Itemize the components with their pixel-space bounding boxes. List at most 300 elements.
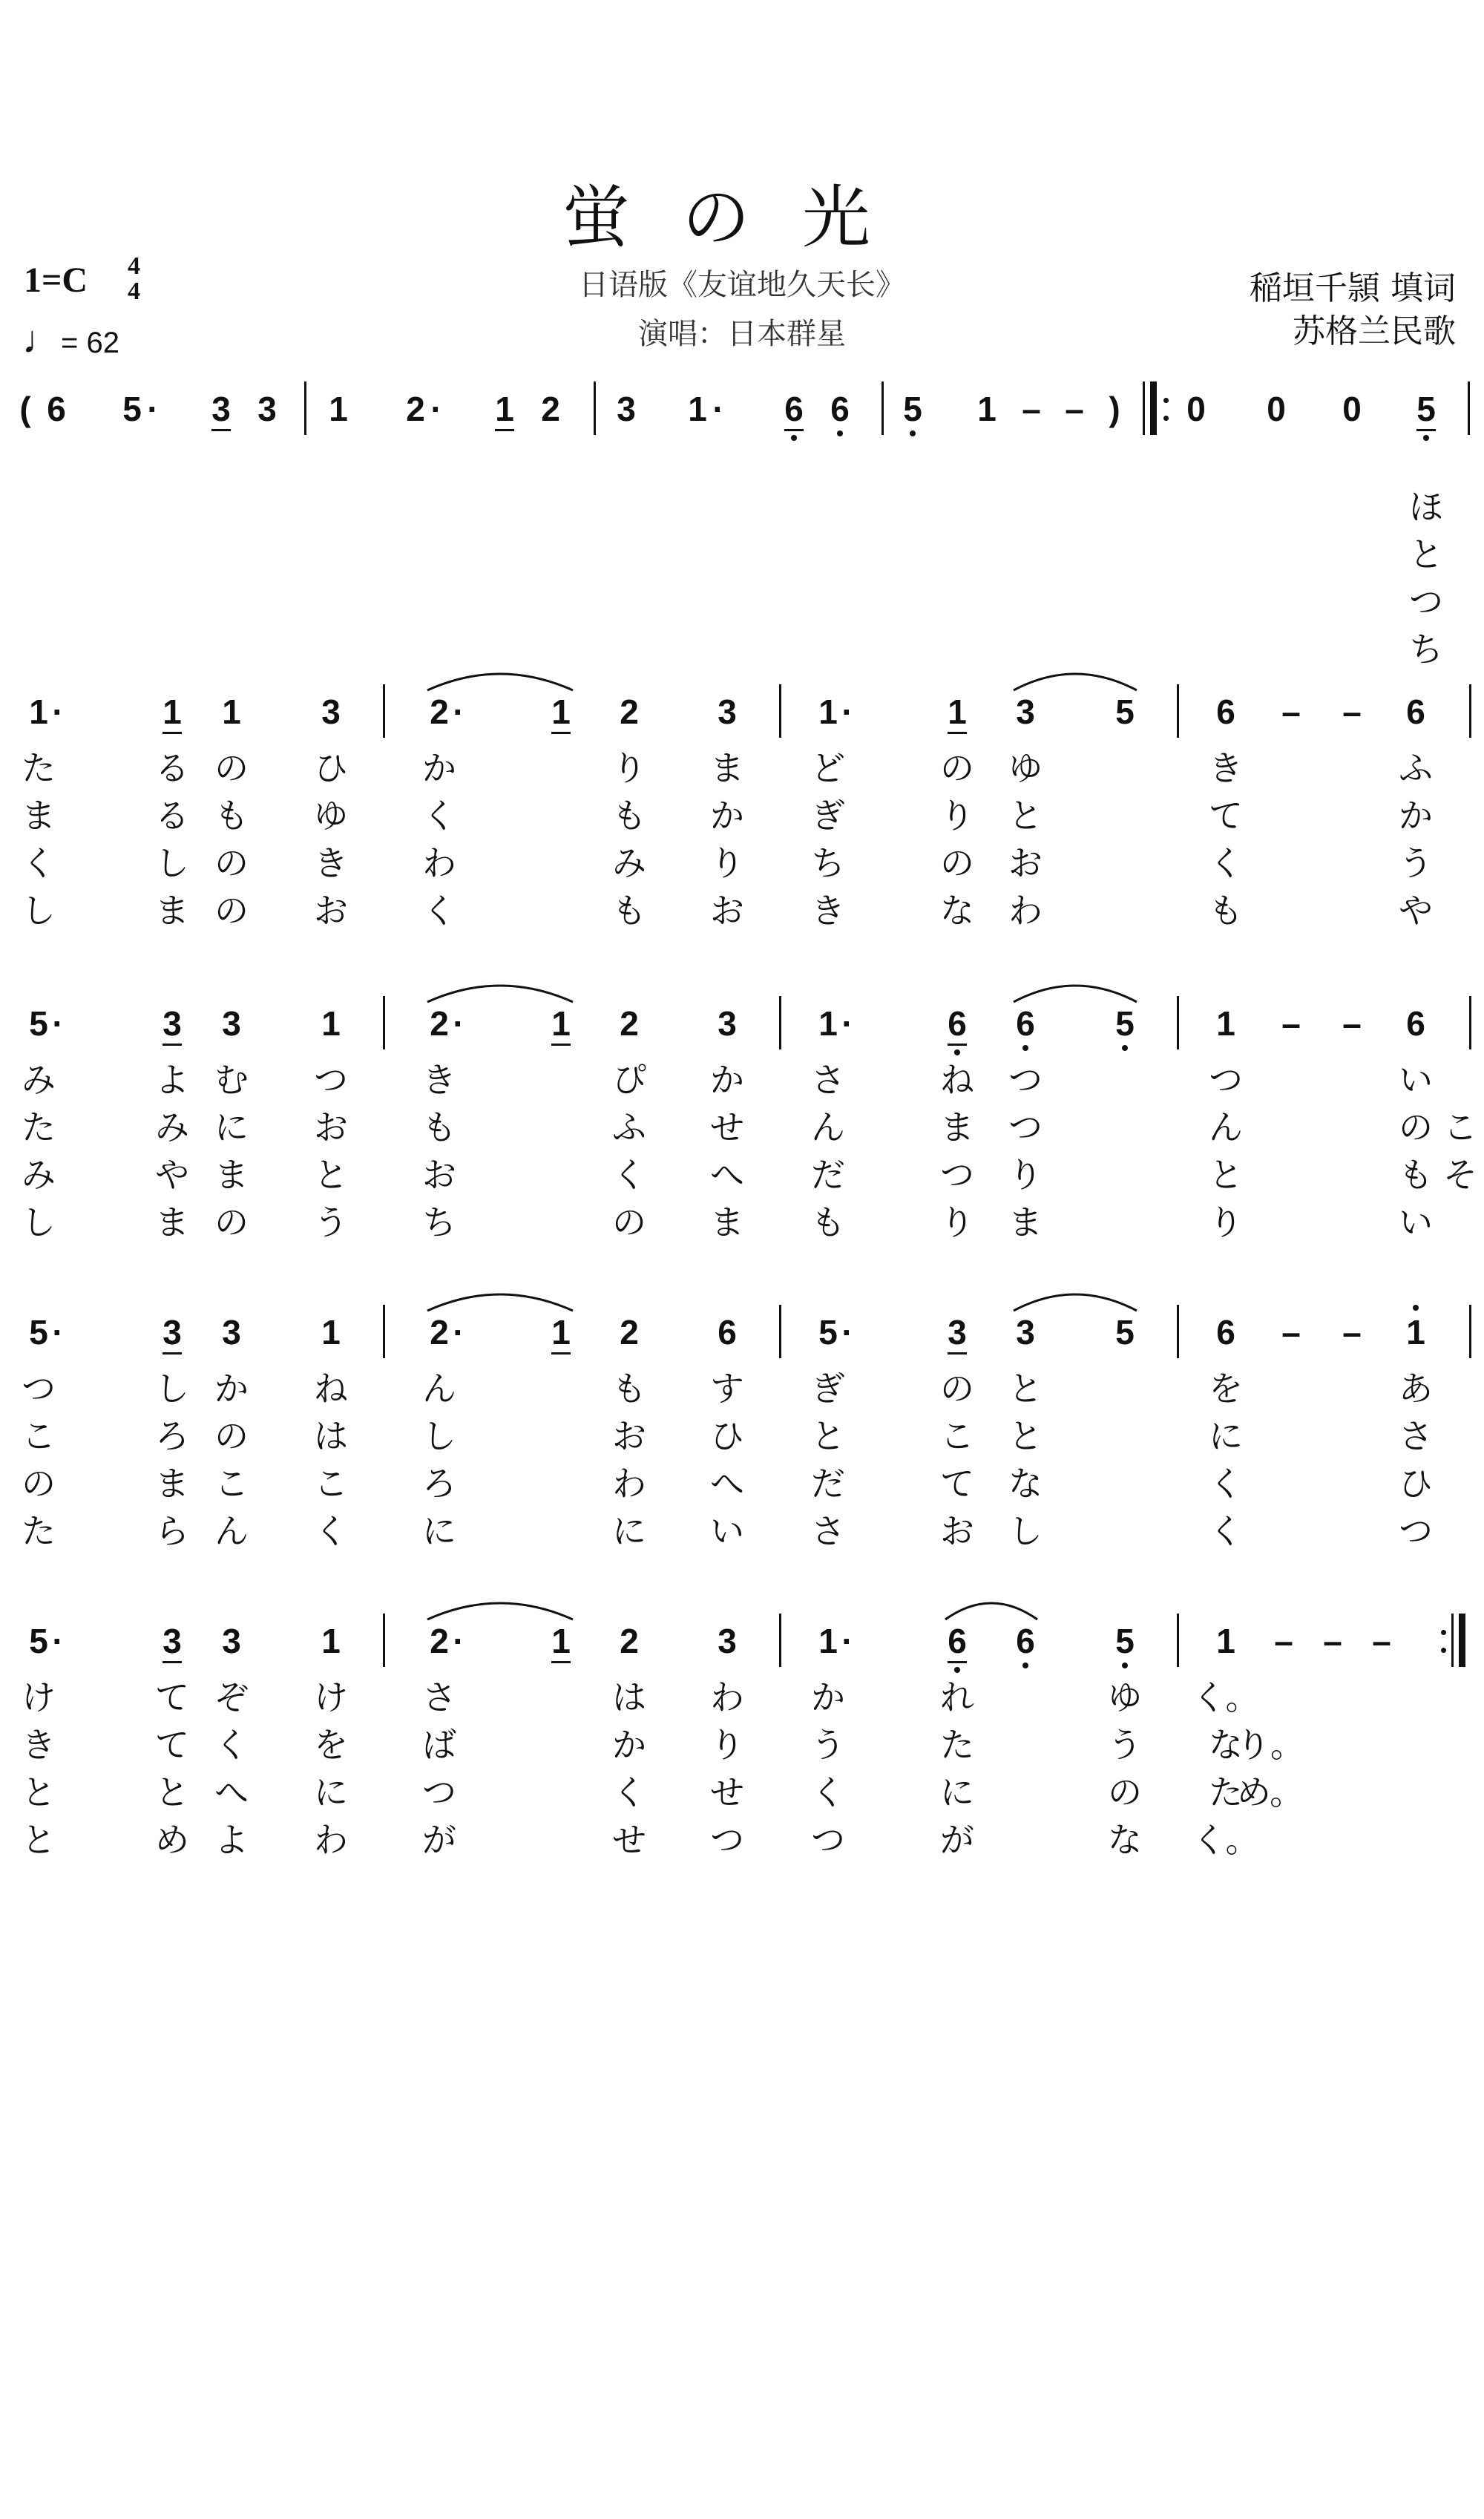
jianpu-note: 6 (948, 1004, 967, 1043)
lyric-char: と (22, 1820, 56, 1860)
jianpu-note: · (52, 1622, 64, 1660)
lyric-char: う (314, 1202, 348, 1242)
lyric-char: わ (422, 843, 456, 883)
jianpu-note: 6 (830, 390, 850, 428)
lyric-char: が (422, 1820, 456, 1860)
barline (779, 1305, 781, 1358)
lyric-char: る (155, 748, 189, 788)
lyric-char: あ (1399, 1369, 1433, 1409)
jianpu-note: 5 (818, 1313, 838, 1352)
jianpu-note: · (52, 1004, 64, 1043)
jianpu-note: 1 (818, 1004, 838, 1043)
jianpu-note: · (841, 692, 853, 731)
lyric-char: さ (422, 1677, 456, 1717)
barline (1469, 996, 1471, 1049)
lyric-char: も (214, 796, 249, 836)
jianpu-note: 3 (162, 1004, 182, 1043)
low-octave-dot (954, 1667, 960, 1673)
underline-beam (551, 1352, 571, 1355)
lyric-char: し (22, 1202, 56, 1242)
lyric-char: そ (1443, 1155, 1477, 1195)
barline (1177, 684, 1179, 738)
lyric-char: の (214, 843, 249, 883)
lyric-char: ま (1008, 1202, 1043, 1242)
jianpu-note: 2 (620, 1622, 639, 1660)
jianpu-note: · (430, 390, 442, 428)
jianpu-note: 1 (818, 1622, 838, 1660)
lyric-char: の (1399, 1107, 1433, 1147)
lyric-char: ま (710, 748, 744, 788)
underline-beam (162, 1044, 182, 1046)
lyric-char: い (1399, 1202, 1433, 1242)
lyric-char: き (314, 843, 348, 883)
low-octave-dot (1122, 1045, 1128, 1051)
jianpu-note: 2 (620, 1004, 639, 1043)
barline (383, 684, 385, 738)
lyric-char: く (811, 1772, 845, 1812)
lyric-char: つ (1008, 1060, 1043, 1100)
lyric-char: く (612, 1155, 646, 1195)
lyric-char: け (314, 1677, 348, 1717)
barline (779, 996, 781, 1049)
lyric-char: お (314, 891, 348, 931)
lyric-char: に (940, 1772, 974, 1812)
jianpu-note: 1 (321, 1313, 341, 1352)
lyric-char: に (214, 1107, 249, 1147)
lyric-char: ぞ (214, 1677, 249, 1717)
lyric-char: く (1209, 1511, 1243, 1551)
lyric-char: わ (612, 1464, 646, 1504)
lyric-char: ろ (155, 1416, 189, 1456)
lyric-char: し (155, 1369, 189, 1409)
lyric-char: の (940, 843, 974, 883)
low-octave-dot (837, 430, 843, 436)
slur-path (945, 1603, 1037, 1619)
slur-path (427, 674, 573, 690)
jianpu-note: 6 (784, 390, 804, 428)
lyric-char: つ (1399, 1511, 1433, 1551)
lyric-char: に (422, 1511, 456, 1551)
jianpu-note: ) (1109, 390, 1120, 428)
lyric-char: よ (155, 1060, 189, 1100)
lyric-char: の (214, 891, 249, 931)
slur-arc (1011, 664, 1140, 693)
jianpu-note: 1 (1406, 1313, 1425, 1352)
jianpu-note: 1 (329, 390, 348, 428)
slur-arc (1011, 975, 1140, 1005)
repeat-dot (1163, 398, 1169, 403)
lyric-char: か (1399, 796, 1433, 836)
lyric-char: し (155, 843, 189, 883)
lyric-char: み (612, 843, 646, 883)
underline-beam (1416, 429, 1436, 431)
lyric-char: か (612, 1725, 646, 1765)
lyric-char: お (612, 1416, 646, 1456)
lyric-char: う (1399, 843, 1433, 883)
lyric-char: と (1008, 1416, 1043, 1456)
jianpu-note: 6 (948, 1622, 967, 1660)
jianpu-note: 1 (162, 692, 182, 731)
jianpu-note: 2 (406, 390, 425, 428)
jianpu-note: 3 (321, 692, 341, 731)
jianpu-note: 1 (495, 390, 514, 428)
lyric-char: お (710, 891, 744, 931)
lyric-char: く (1209, 1464, 1243, 1504)
slur-path (427, 1603, 573, 1619)
lyric-char: さ (811, 1511, 845, 1551)
lyric-char: ゆ (314, 796, 348, 836)
jianpu-note: · (453, 692, 464, 731)
lyric-char: う (1108, 1725, 1142, 1765)
jianpu-note: 6 (1406, 1004, 1425, 1043)
jianpu-note: 1 (818, 692, 838, 731)
jianpu-note: · (841, 1313, 853, 1352)
jianpu-note: 1 (321, 1622, 341, 1660)
lyric-char: り (710, 1725, 744, 1765)
jianpu-note: 1 (551, 1313, 571, 1352)
lyric-char: と (22, 1772, 56, 1812)
barline (1177, 996, 1179, 1049)
low-octave-dot (1022, 1663, 1028, 1668)
jianpu-note: 3 (718, 1622, 737, 1660)
barline (881, 381, 884, 435)
lyric-char: ね (314, 1369, 348, 1409)
lyric-char: た (22, 748, 56, 788)
lyric-char: へ (710, 1464, 744, 1504)
jianpu-note: 3 (162, 1313, 182, 1352)
lyric-char: へ (214, 1772, 249, 1812)
jianpu-note: 3 (222, 1622, 241, 1660)
repeat-barline-thick (1459, 1614, 1465, 1667)
jianpu-note: 3 (718, 692, 737, 731)
lyric-char: ひ (710, 1416, 744, 1456)
lyric-char: く。 (1192, 1820, 1260, 1860)
jianpu-note: 3 (222, 1313, 241, 1352)
slur-arc (942, 1593, 1040, 1622)
lyric-char: な (940, 891, 974, 931)
jianpu-note: 3 (1016, 692, 1035, 731)
slur-path (1014, 1294, 1137, 1311)
lyric-char: く (612, 1772, 646, 1812)
jianpu-note: 6 (47, 390, 66, 428)
lyric-char: ま (22, 796, 56, 836)
slur-path (427, 986, 573, 1002)
lyric-char: を (314, 1725, 348, 1765)
underline-beam (948, 1352, 967, 1355)
lyric-char: の (1108, 1772, 1142, 1812)
lyric-char: に (314, 1772, 348, 1812)
lyric-char: ぎ (811, 796, 845, 836)
jianpu-note: 5 (1115, 1004, 1135, 1043)
repeat-barline-thick (1150, 381, 1157, 435)
lyric-char: こ (314, 1464, 348, 1504)
lyric-char: ま (155, 1464, 189, 1504)
repeat-dot (1441, 1630, 1446, 1635)
underline-beam (551, 1044, 571, 1046)
jianpu-note: · (841, 1004, 853, 1043)
score-line-3 (0, 1288, 1484, 1585)
lyric-char: ら (155, 1511, 189, 1551)
lyric-char: て (1209, 796, 1243, 836)
jianpu-note: – (1323, 1622, 1342, 1660)
jianpu-note: 0 (1186, 390, 1206, 428)
lyric-char: な (1008, 1464, 1043, 1504)
lyric-char: は (314, 1416, 348, 1456)
jianpu-note: – (1065, 390, 1084, 428)
lyric-char: す (710, 1369, 744, 1409)
lyric-char: け (22, 1677, 56, 1717)
lyric-char: た (22, 1107, 56, 1147)
lyric-char: ろ (422, 1464, 456, 1504)
lyric-char: わ (710, 1677, 744, 1717)
jianpu-note: 1 (948, 692, 967, 731)
lyric-char: む (214, 1060, 249, 1100)
lyric-char: ま (155, 891, 189, 931)
barline (1468, 381, 1470, 435)
slur-arc (424, 1593, 576, 1622)
jianpu-note: 2 (430, 692, 449, 731)
lyricist: 稲垣千頴 填词 (1250, 269, 1456, 307)
lyric-char: ん (214, 1511, 249, 1551)
jianpu-note: 3 (162, 1622, 182, 1660)
lyric-char: ど (811, 748, 845, 788)
underline-beam (948, 732, 967, 734)
lyric-char: み (155, 1107, 189, 1147)
jianpu-note: 5 (29, 1622, 48, 1660)
jianpu-note: · (841, 1622, 853, 1660)
repeat-dot (1441, 1648, 1446, 1653)
lyric-char: み (22, 1155, 56, 1195)
jianpu-note: – (1342, 1313, 1362, 1352)
lyric-char: ま (155, 1202, 189, 1242)
jianpu-note: – (1281, 1313, 1301, 1352)
lyric-char: の (214, 748, 249, 788)
jianpu-note: 5 (1115, 692, 1135, 731)
underline-beam (551, 1661, 571, 1663)
tempo-value: = 62 (61, 327, 119, 359)
jianpu-note: 6 (1016, 1622, 1035, 1660)
lyric-char: よ (214, 1820, 249, 1860)
low-octave-dot (1122, 1663, 1128, 1668)
intro-staff (0, 379, 1484, 675)
jianpu-note: 5 (29, 1313, 48, 1352)
score-line-1 (0, 668, 1484, 965)
jianpu-note: – (1342, 692, 1362, 731)
low-octave-dot (1423, 435, 1429, 441)
lyric-char: さ (811, 1060, 845, 1100)
lyric-char: く (22, 843, 56, 883)
lyric-char: き (1209, 748, 1243, 788)
jianpu-note: 1 (321, 1004, 341, 1043)
lyric-char: ち (1409, 629, 1443, 669)
lyric-char: た (940, 1725, 974, 1765)
lyric-char: せ (710, 1772, 744, 1812)
lyric-char: ね (940, 1060, 974, 1100)
lyric-char: み (22, 1060, 56, 1100)
barline (1469, 684, 1471, 738)
lyric-char: と (314, 1155, 348, 1195)
jianpu-note: 1 (551, 1622, 571, 1660)
underline-beam (495, 429, 514, 431)
lyric-char: が (940, 1820, 974, 1860)
jianpu-note: 3 (948, 1313, 967, 1352)
lyric-char: き (22, 1725, 56, 1765)
jianpu-note: 1 (1216, 1622, 1235, 1660)
lyric-char: く (422, 891, 456, 931)
lyric-char: と (1209, 1155, 1243, 1195)
lyric-char: く (1209, 843, 1243, 883)
lyric-char: か (811, 1677, 845, 1717)
lyric-char: め。 (1236, 1772, 1304, 1812)
jianpu-note: – (1274, 1622, 1293, 1660)
lyric-char: つ (422, 1772, 456, 1812)
jianpu-note: 3 (1016, 1313, 1035, 1352)
jianpu-note: 3 (211, 390, 231, 428)
lyric-char: こ (22, 1416, 56, 1456)
lyric-char: お (314, 1107, 348, 1147)
slur-path (1014, 986, 1137, 1002)
slur-arc (1011, 1284, 1140, 1314)
lyric-char: わ (1008, 891, 1043, 931)
performer: 演唱：日本群星 (638, 317, 846, 351)
lyric-char: り (940, 1202, 974, 1242)
barline (1177, 1614, 1179, 1667)
jianpu-note: 3 (718, 1004, 737, 1043)
underline-beam (551, 732, 571, 734)
jianpu-note: 5 (1115, 1313, 1135, 1352)
lyric-char: り (710, 843, 744, 883)
lyric-char: さ (1399, 1416, 1433, 1456)
barline (383, 996, 385, 1049)
lyric-char: の (22, 1464, 56, 1504)
meter-bottom: 4 (128, 278, 140, 305)
jianpu-note: 2 (430, 1313, 449, 1352)
lyric-char: も (612, 891, 646, 931)
barline (779, 1614, 781, 1667)
lyric-char: ば (422, 1725, 456, 1765)
jianpu-note: – (1281, 1004, 1301, 1043)
lyric-char: の (214, 1416, 249, 1456)
lyric-char: ゆ (1008, 748, 1043, 788)
jianpu-note: 1 (688, 390, 707, 428)
repeat-dot (1163, 416, 1169, 421)
jianpu-note: 1 (977, 390, 997, 428)
score-line-2 (0, 980, 1484, 1277)
lyric-char: り (940, 796, 974, 836)
low-octave-dot (954, 1049, 960, 1055)
jianpu-note: 0 (1267, 390, 1286, 428)
jianpu-note: 6 (1406, 692, 1425, 731)
lyric-char: う (811, 1725, 845, 1765)
jianpu-note: 1 (222, 692, 241, 731)
jianpu-note: 2 (430, 1004, 449, 1043)
composer: 苏格兰民歌 (1293, 312, 1456, 350)
barline (594, 381, 596, 435)
lyric-char: ひ (1399, 1464, 1433, 1504)
lyric-char: り。 (1236, 1725, 1304, 1765)
lyric-char: も (422, 1107, 456, 1147)
lyric-char: い (710, 1511, 744, 1551)
lyric-char: お (422, 1155, 456, 1195)
lyric-char: と (1008, 1369, 1043, 1409)
slur-arc (424, 975, 576, 1005)
jianpu-note: · (52, 692, 64, 731)
lyric-char: お (1008, 843, 1043, 883)
lyric-char: の (612, 1202, 646, 1242)
jianpu-note: 6 (718, 1313, 737, 1352)
barline (383, 1614, 385, 1667)
jianpu-note: · (453, 1004, 464, 1043)
lyric-char: か (214, 1369, 249, 1409)
lyric-char: つ (1409, 582, 1443, 622)
jianpu-note: 5 (122, 390, 142, 428)
lyric-char: ぎ (811, 1369, 845, 1409)
lyric-char: て (940, 1464, 974, 1504)
lyric-char: の (214, 1202, 249, 1242)
lyric-char: せ (612, 1820, 646, 1860)
jianpu-note: 1 (551, 692, 571, 731)
lyric-char: り (612, 748, 646, 788)
lyric-char: か (710, 1060, 744, 1100)
lyric-char: し (1008, 1511, 1043, 1551)
quarter-note-icon: ♩ (22, 318, 61, 361)
lyric-char: せ (710, 1107, 744, 1147)
lyric-char: と (155, 1772, 189, 1812)
lyric-char: と (1008, 796, 1043, 836)
lyric-char: つ (710, 1820, 744, 1860)
lyric-char: と (1409, 534, 1443, 574)
barline (779, 684, 781, 738)
lyric-char: つ (1008, 1107, 1043, 1147)
lyric-char: れ (940, 1677, 974, 1717)
lyric-char: ま (710, 1202, 744, 1242)
lyric-char: く。 (1192, 1677, 1260, 1717)
lyric-char: ま (940, 1107, 974, 1147)
jianpu-note: · (52, 1313, 64, 1352)
lyric-char: ふ (612, 1107, 646, 1147)
underline-beam (211, 429, 231, 431)
lyric-char: ん (811, 1107, 845, 1147)
low-octave-dot (1022, 1045, 1028, 1051)
jianpu-note: 5 (903, 390, 922, 428)
meter-top: 4 (128, 252, 140, 280)
repeat-barline-thin (1143, 381, 1145, 435)
lyric-char: し (22, 891, 56, 931)
barline (304, 381, 306, 435)
lyric-char: て (155, 1677, 189, 1717)
jianpu-note: 2 (620, 692, 639, 731)
lyric-char: わ (314, 1820, 348, 1860)
slur-arc (424, 664, 576, 693)
jianpu-note: 2 (620, 1313, 639, 1352)
key-signature: 1=C (24, 261, 88, 300)
jianpu-note: 0 (1342, 390, 1362, 428)
lyric-char: ほ (1409, 487, 1443, 527)
lyric-char: つ (1209, 1060, 1243, 1100)
lyric-char: り (1008, 1155, 1043, 1195)
lyric-char: き (422, 1060, 456, 1100)
underline-beam (162, 1352, 182, 1355)
barline (383, 1305, 385, 1358)
jianpu-note: · (453, 1313, 464, 1352)
lyric-char: お (940, 1511, 974, 1551)
lyric-char: に (612, 1511, 646, 1551)
lyric-char: ふ (1399, 748, 1433, 788)
jianpu-note: 2 (430, 1622, 449, 1660)
lyric-char: も (1209, 891, 1243, 931)
lyric-char: を (1209, 1369, 1243, 1409)
high-octave-dot (1413, 1305, 1419, 1311)
